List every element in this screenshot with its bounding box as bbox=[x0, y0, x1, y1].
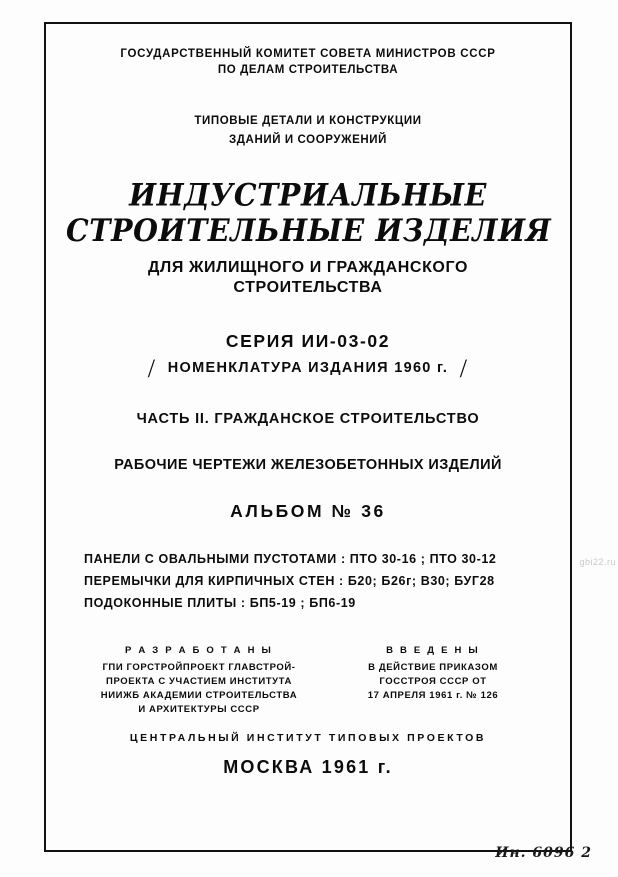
series-block bbox=[66, 331, 550, 383]
introduced-by-line-1: В ДЕЙСТВИЕ ПРИКАЗОМ bbox=[368, 662, 498, 673]
developed-by-heading: Р А З Р А Б О Т А Н Ы bbox=[125, 645, 273, 656]
introduced-by-line-2: ГОССТРОЯ СССР ОТ bbox=[379, 676, 487, 687]
developed-by-line-3: НИИЖБ АКАДЕМИИ СТРОИТЕЛЬСТВА bbox=[100, 690, 298, 701]
credits-block bbox=[66, 644, 550, 730]
handwritten-inventory-stamp: Ин. 6096 2 bbox=[495, 845, 592, 861]
committee-line-1: ГОСУДАРСТВЕННЫЙ КОМИТЕТ СОВЕТА МИНИСТРОВ СССР bbox=[120, 48, 496, 60]
page-subtitle-line-2: СТРОИТЕЛЬСТВА bbox=[233, 279, 383, 296]
introduced-by-line-3: 17 АПРЕЛЯ 1961 г. № 126 bbox=[367, 690, 499, 701]
page-subtitle bbox=[66, 258, 550, 298]
watermark: gbi22.ru bbox=[579, 557, 616, 567]
page-subtitle-line-1: ДЛЯ ЖИЛИЩНОГО И ГРАЖДАНСКОГО bbox=[148, 259, 468, 276]
institute-label: ЦЕНТРАЛЬНЫЙ ИНСТИТУТ ТИПОВЫХ ПРОЕКТОВ bbox=[129, 732, 487, 744]
list-item: ПЕРЕМЫЧКИ ДЛЯ КИРПИЧНЫХ СТЕН : Б20; Б26г; В30; БУГ28 bbox=[84, 574, 495, 588]
list-item: ПАНЕЛИ С ОВАЛЬНЫМИ ПУСТОТАМИ : ПТО 30-16 ; ПТО 30-12 bbox=[84, 552, 497, 566]
nomenclature-row bbox=[147, 354, 469, 383]
committee-block bbox=[66, 46, 550, 78]
album-label: АЛЬБОМ № 36 bbox=[230, 501, 386, 521]
developed-by-line-2: ПРОЕКТА С УЧАСТИЕМ ИНСТИТУТА bbox=[106, 676, 292, 687]
page-title-line-2: СТРОИТЕЛЬНЫЕ ИЗДЕЛИЯ bbox=[66, 211, 552, 249]
committee-line-2: ПО ДЕЛАМ СТРОИТЕЛЬСТВА bbox=[217, 64, 399, 76]
page-title bbox=[66, 177, 550, 248]
introduced-by-heading: В В Е Д Е Н Ы bbox=[386, 645, 480, 656]
developed-by-line-4: И АРХИТЕКТУРЫ СССР bbox=[138, 704, 260, 715]
developed-by-line-1: ГПИ ГОРСТРОЙПРОЕКТ ГЛАВСТРОЙ- bbox=[102, 662, 296, 673]
title-page-content bbox=[56, 30, 560, 844]
typical-series-line-1: ТИПОВЫЕ ДЕТАЛИ И КОНСТРУКЦИИ bbox=[194, 115, 422, 127]
series-label: СЕРИЯ ИИ-03-02 bbox=[225, 331, 391, 351]
introduced-by-column bbox=[338, 644, 528, 703]
items-list bbox=[66, 548, 550, 614]
typical-series-line-2: ЗДАНИЙ И СООРУЖЕНИЙ bbox=[228, 134, 388, 146]
developed-by-column bbox=[94, 644, 304, 717]
page-title-line-1: ИНДУСТРИАЛЬНЫЕ bbox=[129, 176, 487, 213]
list-item: ПОДОКОННЫЕ ПЛИТЫ : БП5-19 ; БП6-19 bbox=[84, 596, 356, 610]
nomenclature-label: НОМЕНКЛАТУРА ИЗДАНИЯ 1960 г. bbox=[167, 360, 449, 376]
working-drawings-label: РАБОЧИЕ ЧЕРТЕЖИ ЖЕЛЕЗОБЕТОННЫХ ИЗДЕЛИЙ bbox=[114, 457, 502, 473]
slash-right-decoration: / bbox=[459, 354, 469, 383]
part-label: ЧАСТЬ II. ГРАЖДАНСКОЕ СТРОИТЕЛЬСТВО bbox=[136, 411, 480, 427]
city-year-label: МОСКВА 1961 г. bbox=[223, 757, 393, 777]
typical-series-block bbox=[66, 112, 550, 150]
slash-left-decoration: / bbox=[147, 354, 157, 383]
